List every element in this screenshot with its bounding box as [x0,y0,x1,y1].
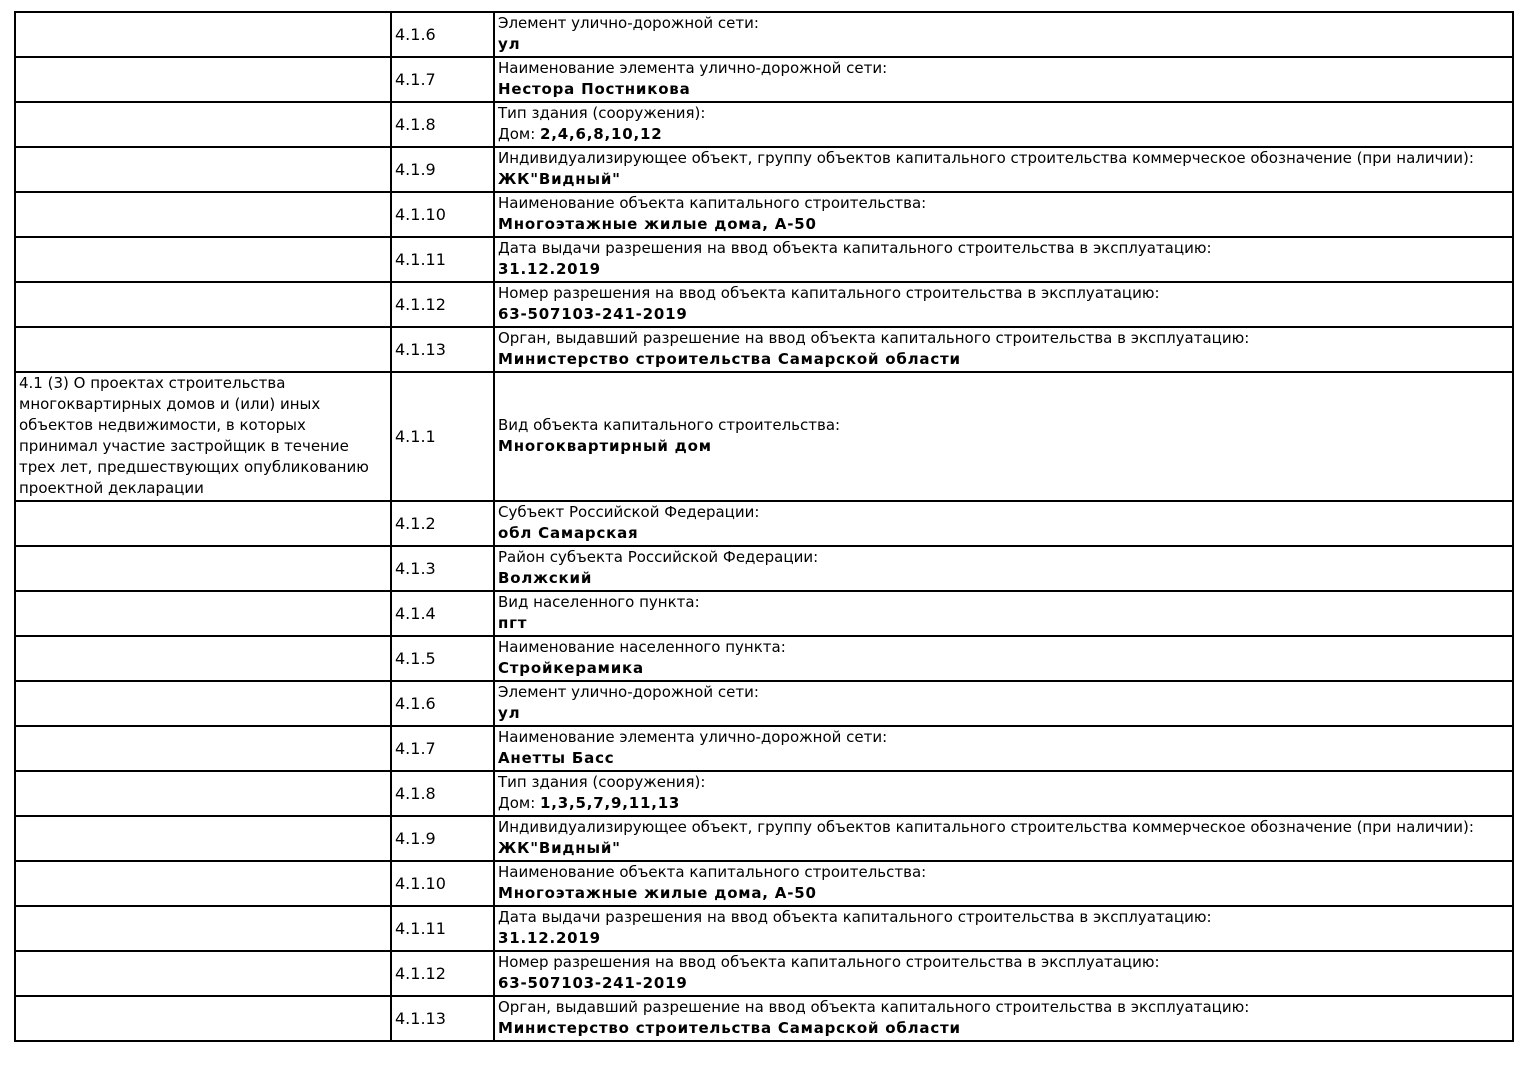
table-row [15,681,1513,726]
field-label: Наименование населенного пункта: [498,638,786,656]
field-value-line [498,436,1509,457]
section-description-cell [15,636,391,681]
table-row [15,327,1513,372]
section-description-cell [15,771,391,816]
section-description-cell [15,102,391,147]
field-value: 31.12.2019 [498,260,601,278]
field-label: Вид объекта капитального строительства: [498,416,841,434]
field-value-line [498,883,1509,904]
table-row [15,726,1513,771]
field-cell [494,282,1513,327]
field-value-line [498,349,1509,370]
row-code: 4.1.12 [395,963,446,983]
field-value-line [498,658,1509,679]
table-row [15,771,1513,816]
table-row [15,282,1513,327]
value-prefix: Дом: [498,794,541,812]
section-description-cell [15,501,391,546]
row-code-cell [391,996,494,1041]
row-code: 4.1.11 [395,249,446,269]
row-code: 4.1.3 [395,558,436,578]
table-row [15,906,1513,951]
table-row [15,501,1513,546]
row-code-cell [391,102,494,147]
field-value: 2,4,6,8,10,12 [540,125,663,143]
section-description-cell [15,816,391,861]
field-value-line [498,568,1509,589]
field-label: Номер разрешения на ввод объекта капитального строительства в эксплуатацию: [498,284,1160,302]
field-value-line [498,304,1509,325]
section-description-cell [15,237,391,282]
field-value-line [498,259,1509,280]
row-code-cell [391,192,494,237]
row-code: 4.1.1 [395,426,436,446]
field-cell [494,591,1513,636]
field-cell [494,237,1513,282]
field-value-line [498,169,1509,190]
field-cell [494,726,1513,771]
field-value: Министерство строительства Самарской области [498,350,961,368]
row-code-cell [391,147,494,192]
field-label: Наименование элемента улично-дорожной сети: [498,728,888,746]
field-label: Тип здания (сооружения): [498,773,706,791]
field-cell [494,636,1513,681]
field-cell [494,681,1513,726]
field-value-line [498,124,1509,145]
field-value: 63-507103-241-2019 [498,974,688,992]
row-code: 4.1.11 [395,918,446,938]
field-value-line [498,523,1509,544]
section-description-cell [15,327,391,372]
field-cell [494,861,1513,906]
row-code-cell [391,237,494,282]
field-cell [494,546,1513,591]
field-value-line [498,703,1509,724]
table-row [15,102,1513,147]
table-row [15,951,1513,996]
field-value: Министерство строительства Самарской области [498,1019,961,1037]
field-cell [494,906,1513,951]
row-code-cell [391,57,494,102]
field-label: Вид населенного пункта: [498,593,700,611]
row-code-cell [391,501,494,546]
row-code: 4.1.6 [395,693,436,713]
table-row [15,996,1513,1041]
field-value: Многоэтажные жилые дома, А-50 [498,884,817,902]
field-cell [494,372,1513,501]
field-value: Стройкерамика [498,659,644,677]
row-code: 4.1.2 [395,513,436,533]
field-value: Анетты Басс [498,749,615,767]
field-value: 63-507103-241-2019 [498,305,688,323]
row-code: 4.1.10 [395,204,446,224]
field-value-line [498,34,1509,55]
field-label: Индивидуализирующее объект, группу объектов капитального строительства коммерческое обозначение (при наличии): [498,818,1474,836]
row-code-cell [391,906,494,951]
row-code-cell [391,681,494,726]
row-code: 4.1.9 [395,828,436,848]
project-declaration-table [14,11,1514,1042]
field-label: Орган, выдавший разрешение на ввод объекта капитального строительства в эксплуатацию: [498,998,1250,1016]
section-description-cell [15,861,391,906]
field-value: ул [498,35,521,53]
section-description-cell [15,282,391,327]
field-cell [494,147,1513,192]
value-prefix: Дом: [498,125,541,143]
field-value: ЖК"Видный" [498,170,621,188]
table-row [15,192,1513,237]
row-code: 4.1.10 [395,873,446,893]
field-label: Наименование объекта капитального строительства: [498,194,927,212]
row-code-cell [391,951,494,996]
table-row [15,372,1513,501]
field-cell [494,327,1513,372]
field-value-line [498,928,1509,949]
field-value: 1,3,5,7,9,11,13 [540,794,681,812]
field-value: ул [498,704,521,722]
row-code-cell [391,816,494,861]
field-label: Дата выдачи разрешения на ввод объекта капитального строительства в эксплуатацию: [498,239,1212,257]
section-description: 4.1 (3) О проектах строительства многоквартирных домов и (или) иных объектов недвижимости, в которых принимал участие застройщик в течение трех лет, предшествующих опубликованию проектной декларации [19,374,369,497]
row-code: 4.1.12 [395,294,446,314]
table-row [15,147,1513,192]
section-description-cell [15,906,391,951]
field-value: обл Самарская [498,524,639,542]
table-row [15,861,1513,906]
field-value: 31.12.2019 [498,929,601,947]
row-code: 4.1.6 [395,24,436,44]
field-cell [494,771,1513,816]
field-cell [494,57,1513,102]
field-cell [494,816,1513,861]
section-description-cell [15,12,391,57]
field-value: ЖК"Видный" [498,839,621,857]
table-body [15,12,1513,1041]
table-row [15,237,1513,282]
table-row [15,12,1513,57]
row-code-cell [391,861,494,906]
table-row [15,57,1513,102]
field-cell [494,951,1513,996]
field-label: Наименование объекта капитального строительства: [498,863,927,881]
field-value-line [498,793,1509,814]
field-label: Элемент улично-дорожной сети: [498,683,759,701]
section-description-cell [15,591,391,636]
row-code: 4.1.13 [395,1008,446,1028]
table-row [15,591,1513,636]
row-code: 4.1.7 [395,69,436,89]
field-value: Волжский [498,569,593,587]
field-label: Номер разрешения на ввод объекта капитального строительства в эксплуатацию: [498,953,1160,971]
row-code: 4.1.8 [395,783,436,803]
row-code-cell [391,591,494,636]
row-code: 4.1.7 [395,738,436,758]
field-label: Элемент улично-дорожной сети: [498,14,759,32]
section-description-cell [15,372,391,501]
field-label: Тип здания (сооружения): [498,104,706,122]
field-value: Многоэтажные жилые дома, А-50 [498,215,817,233]
section-description-cell [15,57,391,102]
section-description-cell [15,726,391,771]
field-cell [494,102,1513,147]
row-code: 4.1.5 [395,648,436,668]
row-code-cell [391,372,494,501]
row-code-cell [391,12,494,57]
field-value: Нестора Постникова [498,80,691,98]
field-value-line [498,838,1509,859]
table-row [15,816,1513,861]
section-description-cell [15,996,391,1041]
field-value-line [498,79,1509,100]
section-description-cell [15,147,391,192]
table-row [15,546,1513,591]
row-code: 4.1.4 [395,603,436,623]
section-description-cell [15,192,391,237]
field-label: Район субъекта Российской Федерации: [498,548,819,566]
row-code-cell [391,771,494,816]
field-value-line [498,214,1509,235]
row-code: 4.1.8 [395,114,436,134]
table-row [15,636,1513,681]
field-label: Индивидуализирующее объект, группу объектов капитального строительства коммерческое обозначение (при наличии): [498,149,1474,167]
row-code: 4.1.9 [395,159,436,179]
row-code: 4.1.13 [395,339,446,359]
field-label: Дата выдачи разрешения на ввод объекта капитального строительства в эксплуатацию: [498,908,1212,926]
field-label: Субъект Российской Федерации: [498,503,760,521]
field-value-line [498,613,1509,634]
field-cell [494,12,1513,57]
row-code-cell [391,327,494,372]
field-value-line [498,748,1509,769]
row-code-cell [391,546,494,591]
field-value: пгт [498,614,528,632]
row-code-cell [391,282,494,327]
row-code-cell [391,726,494,771]
field-label: Орган, выдавший разрешение на ввод объекта капитального строительства в эксплуатацию: [498,329,1250,347]
field-label: Наименование элемента улично-дорожной сети: [498,59,888,77]
field-cell [494,501,1513,546]
field-cell [494,996,1513,1041]
section-description-cell [15,951,391,996]
section-description-cell [15,546,391,591]
field-value-line [498,973,1509,994]
field-value: Многоквартирный дом [498,437,712,455]
section-description-cell [15,681,391,726]
field-value-line [498,1018,1509,1039]
row-code-cell [391,636,494,681]
field-cell [494,192,1513,237]
